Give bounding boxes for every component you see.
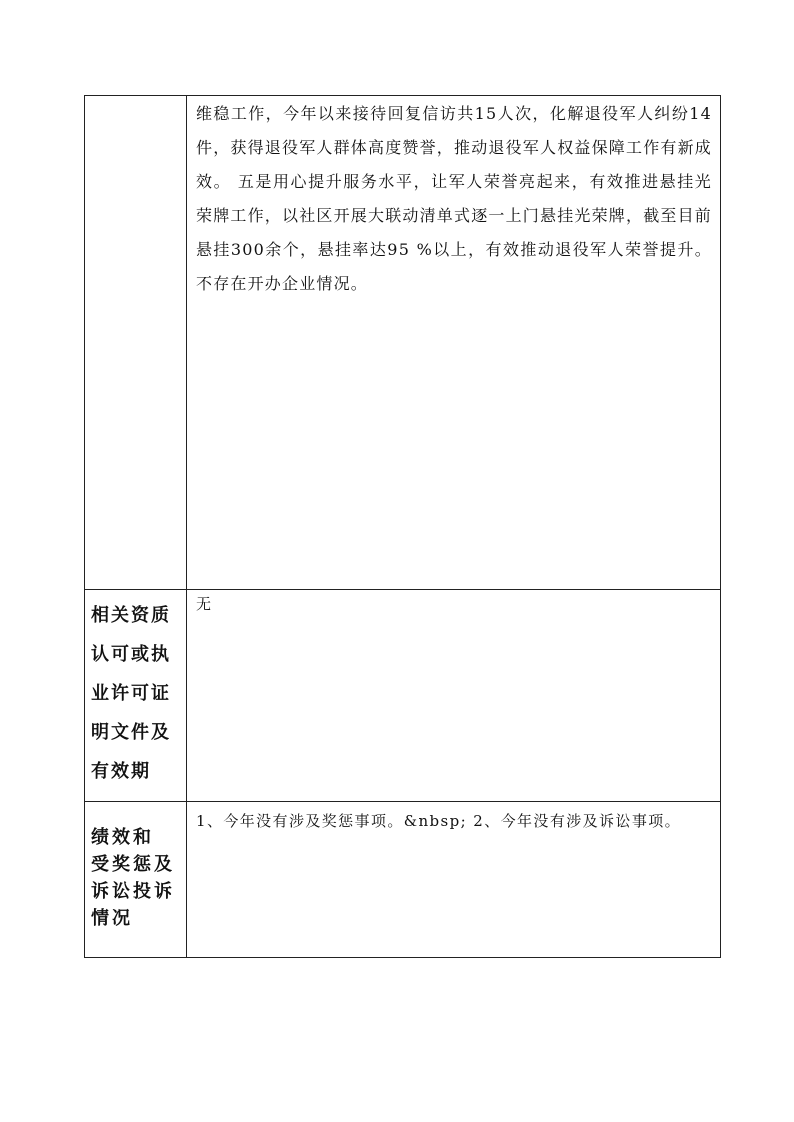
performance-label-cell — [85, 802, 187, 958]
performance-content: 1、今年没有涉及奖惩事项。&nbsp; 2、今年没有涉及诉讼事项。 — [196, 812, 682, 830]
work-content-label-cell — [85, 96, 187, 590]
performance-row — [85, 802, 721, 958]
info-table — [84, 95, 721, 958]
work-content-row — [85, 96, 721, 590]
qualification-label — [85, 590, 186, 791]
qualification-label-line: 有效期 — [91, 761, 151, 782]
qualification-label-line: 明文件及 — [91, 722, 171, 743]
performance-label-line: 诉讼投诉 — [91, 881, 175, 902]
performance-content-cell — [187, 802, 721, 958]
qualification-content-cell — [187, 590, 721, 802]
performance-label-line: 情况 — [91, 908, 133, 929]
qualification-label-line: 相关资质 — [91, 605, 171, 626]
work-content-text: 维稳工作，今年以来接待回复信访共15人次，化解退役军人纠纷14 件，获得退役军人群体高度赞誉，推动退役军人权益保障工作有新成效。 五是用心提升服务水平，让军人荣誉亮起来，有效推进悬挂光荣牌工作，以社区开展大联动清单式逐一上门悬挂光荣牌，截至目前悬挂300余个，悬挂率达95 %以上，有效推动退役军人荣誉提升。 不存在开办企业情况。 — [196, 104, 713, 293]
qualification-row — [85, 590, 721, 802]
performance-label — [85, 802, 186, 931]
qualification-label-line: 业许可证 — [91, 683, 171, 704]
qualification-label-line: 认可或执 — [91, 644, 171, 665]
performance-label-line: 绩效和 — [91, 827, 154, 848]
performance-label-line: 受奖惩及 — [91, 854, 175, 875]
work-content-cell — [187, 96, 721, 590]
qualification-content: 无 — [196, 595, 212, 613]
qualification-label-cell — [85, 590, 187, 802]
